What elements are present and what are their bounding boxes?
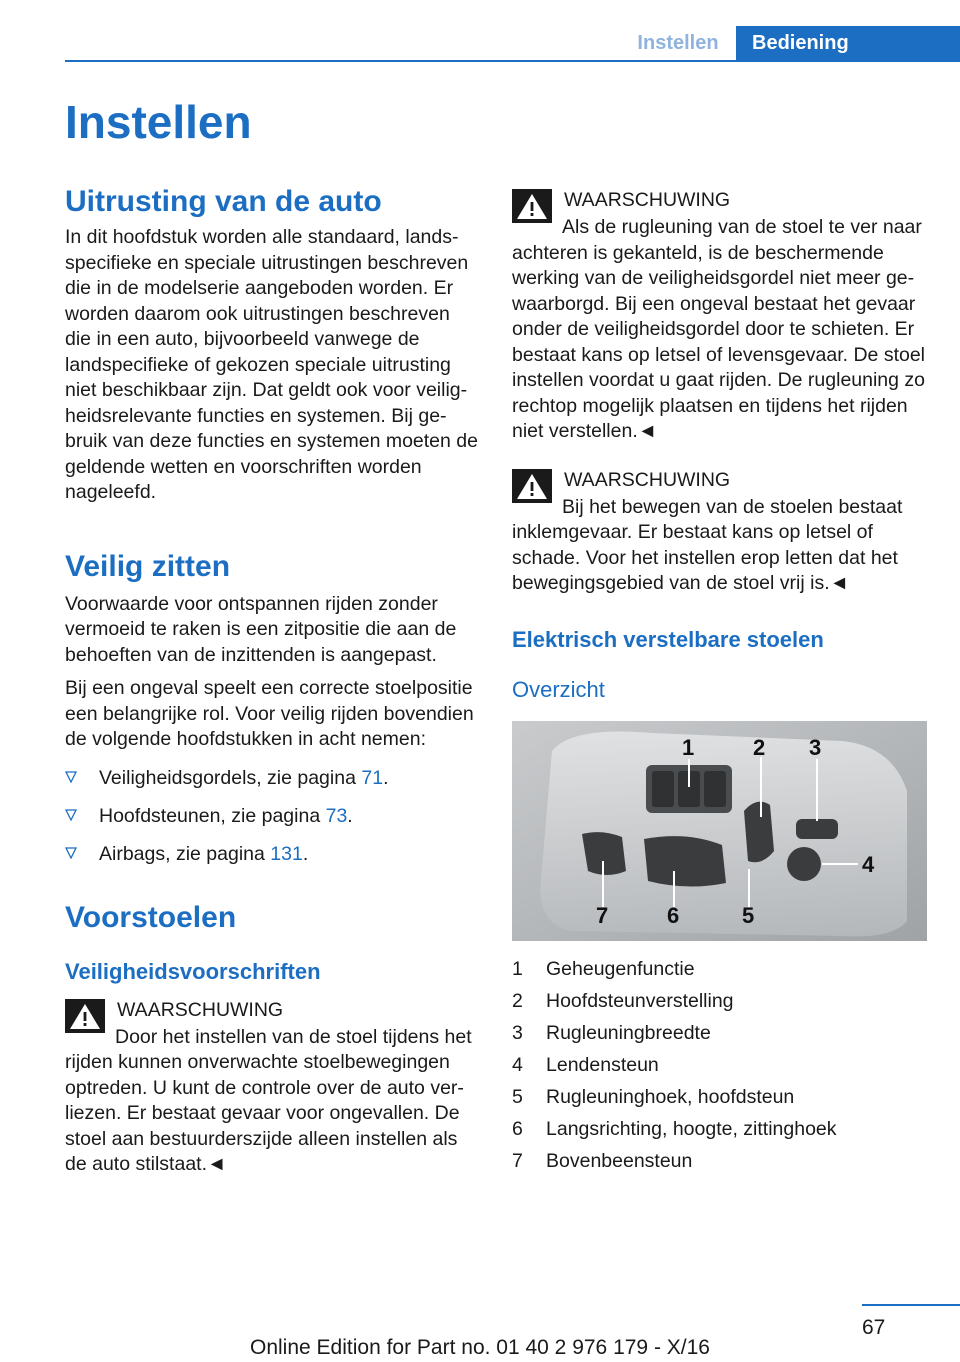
legend-row <box>512 985 837 1017</box>
photo-label-3: 3 <box>809 734 822 760</box>
legend-row <box>512 1017 837 1049</box>
photo-label-4: 4 <box>862 851 875 877</box>
legend-text: Rugleuningbreedte <box>546 1021 711 1044</box>
safe-seating-text-1: Voorwaarde voor ontspannen rijden zonder vermoeid te raken is een zitpositie die aan de behoeften van de inzittenden is aangepast. <box>65 592 457 666</box>
list-item <box>65 803 480 829</box>
right-column <box>512 185 927 1177</box>
photo-label-5: 5 <box>742 902 755 928</box>
warning-icon <box>65 999 105 1033</box>
legend-text: Geheugenfunctie <box>546 957 695 980</box>
warning-block <box>512 465 927 597</box>
legend-table <box>512 953 837 1177</box>
legend-number: 6 <box>512 1117 523 1140</box>
left-column <box>65 185 480 1178</box>
edition-note: Online Edition for Part no. 01 40 2 976 179 - X/16 <box>250 1336 710 1359</box>
photo-label-1: 1 <box>682 734 695 760</box>
legend-number: 4 <box>512 1053 523 1076</box>
equipment-text: In dit hoofdstuk worden alle standaard, landsspecifieke en speciale uitrustingen beschreven die in de modelserie aangeboden worden. Er worden daarom ook uitrustingen beschreven die in een auto, bijvoorbeeld vanwege de landspecifieke of gekozen speciale uitrusting niet beschikbaar zijn. Dat geldt ook voor veiligheidsrelevante functies en systemen. Bij gebruik van deze functies en systemen moeten de geldende wetten en voorschriften worden nageleefd. <box>65 226 478 503</box>
warning-label: WAARSCHUWING <box>564 468 731 491</box>
legend-number: 5 <box>512 1085 523 1108</box>
warning-icon <box>512 469 552 503</box>
subheading-safety-rules: Veiligheidsvoorschriften <box>65 958 321 984</box>
legend-number: 7 <box>512 1149 523 1172</box>
legend-row <box>512 1145 837 1177</box>
photo-label-6: 6 <box>667 902 680 928</box>
warning-block <box>65 995 480 1178</box>
list-item-text: Veiligheidsgordels, zie pagina <box>99 766 362 789</box>
legend-text: Hoofdsteunverstelling <box>546 989 734 1012</box>
triangle-bullet-icon <box>65 771 77 783</box>
list-item <box>65 765 480 791</box>
heading-electric-seats: Elektrisch verstelbare stoelen <box>512 626 824 652</box>
list-item-end: . <box>302 842 309 865</box>
list-item-end: . <box>383 766 389 789</box>
tab-bediening[interactable]: Bediening <box>736 26 960 62</box>
warning-label: WAARSCHUWING <box>117 998 284 1021</box>
legend-number: 1 <box>512 957 523 980</box>
warning-text: Als de rugleuning van de stoel te ver naar achteren is gekanteld, is de beschermende werking van de veiligheidsgordel niet meer gewaarborgd. Bij een ongeval bestaat het gevaar onder de veiligheidsgordel door te schieten. Er bestaat kans op letsel of levensgevaar. De stoel instellen voordat u gaat rijden. De rugleuning zo rechtop mogelijk plaatsen en tijdens het rijden niet verstellen.◄ <box>512 216 926 442</box>
legend-row <box>512 1081 837 1113</box>
legend-row <box>512 1049 837 1081</box>
reference-list <box>65 765 480 867</box>
page-link-131[interactable]: 131 <box>270 842 303 865</box>
warning-icon <box>512 189 552 223</box>
tab-instellen[interactable]: Instellen <box>637 32 719 54</box>
page-number: 67 <box>862 1316 886 1339</box>
triangle-bullet-icon <box>65 809 77 821</box>
triangle-bullet-icon <box>65 847 77 859</box>
legend-text: Bovenbeensteun <box>546 1149 693 1172</box>
legend-number: 2 <box>512 989 523 1012</box>
legend-text: Rugleuninghoek, hoofdsteun <box>546 1085 795 1108</box>
legend-text: Lendensteun <box>546 1053 659 1076</box>
page-link-73[interactable]: 73 <box>325 804 348 827</box>
warning-text: Door het instellen van de stoel tijdens het rijden kunnen onverwachte stoelbewegingen optreden. U kunt de controle over de auto verliezen. Er bestaat gevaar voor ongevallen. De stoel aan bestuurderszijde alleen instellen als de auto stilstaat.◄ <box>65 1025 472 1175</box>
legend-row <box>512 1113 837 1145</box>
warning-label: WAARSCHUWING <box>564 189 731 211</box>
list-item-text: Hoofdsteunen, zie pagina <box>99 804 326 827</box>
page-title: Instellen <box>65 96 252 148</box>
footer-rule <box>862 1304 960 1306</box>
warning-text: Bij het bewegen van de stoelen bestaat inklemgevaar. Er bestaat kans op letsel of schade. Voor het instellen erop letten dat het bewegingsgebied van de stoel vrij is.◄ <box>512 495 903 594</box>
safe-seating-text-2: Bij een ongeval speelt een correcte stoelpositie een belangrijke rol. Voor veilig rijden bovendien de volgende hoofdstukken in acht nemen: <box>65 677 474 750</box>
seat-controls-photo <box>512 721 927 941</box>
section-heading-equipment: Uitrusting van de auto <box>65 185 382 218</box>
list-item <box>65 841 480 867</box>
section-heading-safe-seating: Veilig zitten <box>65 549 231 583</box>
legend-row <box>512 953 837 985</box>
page-link-71[interactable]: 71 <box>361 766 384 789</box>
warning-block <box>512 185 927 445</box>
photo-label-7: 7 <box>596 902 609 928</box>
section-heading-front-seats: Voorstoelen <box>65 900 237 934</box>
header-rule <box>65 60 960 62</box>
subheading-overview: Overzicht <box>512 676 605 702</box>
legend-text: Langsrichting, hoogte, zittinghoek <box>546 1117 837 1140</box>
list-item-end: . <box>347 804 353 827</box>
list-item-text: Airbags, zie pagina <box>99 842 271 865</box>
legend-number: 3 <box>512 1021 523 1044</box>
photo-label-2: 2 <box>753 734 766 760</box>
